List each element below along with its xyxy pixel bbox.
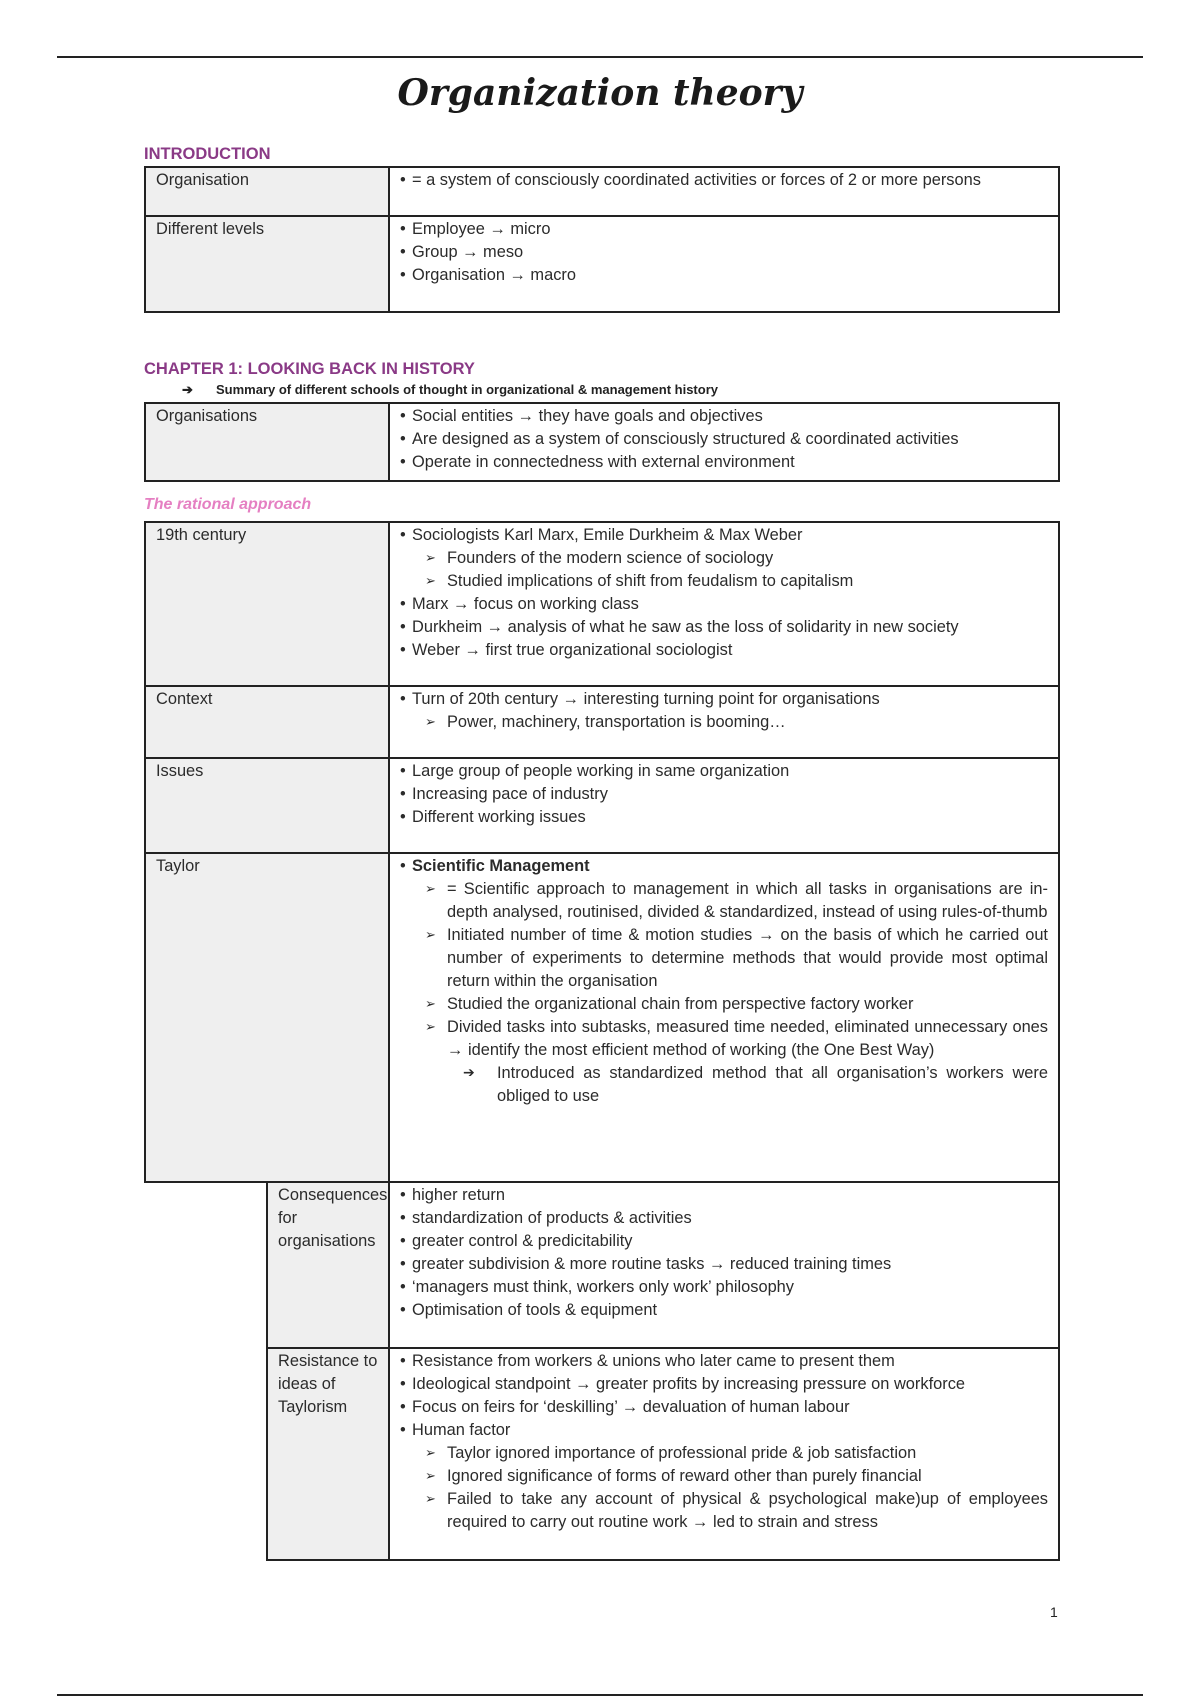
table-row xyxy=(145,758,1059,853)
row-label: Context xyxy=(145,686,389,758)
section-title: The rational approach xyxy=(144,496,312,513)
list-item: • greater subdivision & more routine tasks → reduced training times xyxy=(400,1253,1048,1276)
sub-item: ➢ = Scientific approach to management in which all tasks in organisations are in-depth analysed, routinised, divided & standardized, instead of using rules-of-thumb xyxy=(424,878,1048,924)
table-row xyxy=(145,167,1059,216)
top-rule xyxy=(57,56,1143,58)
list-item xyxy=(400,524,1048,593)
sub-item: ➢ Taylor ignored importance of professional pride & job satisfaction xyxy=(424,1442,1048,1465)
row-label: Resistance to ideas of Taylorism xyxy=(267,1348,389,1560)
list-item: • Operate in connectedness with external environment xyxy=(400,451,1048,474)
row-content xyxy=(389,686,1059,758)
list-item: • Group → meso xyxy=(400,241,1048,264)
row-content xyxy=(389,522,1059,686)
row-label: Organisation xyxy=(145,167,389,216)
introduction-heading: INTRODUCTION xyxy=(144,145,271,163)
list-item: • Marx → focus on working class xyxy=(400,593,1048,616)
list-item: • standardization of products & activities xyxy=(400,1207,1048,1230)
list-item: • higher return xyxy=(400,1184,1048,1207)
subheading-text: Summary of different schools of thought in organizational & management history xyxy=(216,382,718,397)
sub-item: ➢ Studied the organizational chain from perspective factory worker xyxy=(424,993,1048,1016)
sub-item-text: Divided tasks into subtasks, measured time needed, eliminated unnecessary ones → identify the most efficient method of working (the One Best Way) xyxy=(447,1018,1048,1059)
list-item: • Resistance from workers & unions who later came to present them xyxy=(400,1350,1048,1373)
arrow-item: ➔ Introduced as standardized method that all organisation’s workers were obliged to use xyxy=(459,1062,1048,1108)
list-item: • Large group of people working in same organization xyxy=(400,760,1048,783)
table-row xyxy=(145,1348,1059,1560)
list-item: • Different working issues xyxy=(400,806,1048,829)
row-content xyxy=(389,1182,1059,1348)
list-item: • Increasing pace of industry xyxy=(400,783,1048,806)
table-row xyxy=(145,853,1059,1182)
table-row xyxy=(145,1182,1059,1348)
bottom-rule xyxy=(57,1694,1143,1696)
organisations-table xyxy=(144,402,1060,482)
table-row xyxy=(145,686,1059,758)
row-label: Different levels xyxy=(145,216,389,312)
list-item: • Are designed as a system of consciously structured & coordinated activities xyxy=(400,428,1048,451)
list-item-text: Turn of 20th century → interesting turning point for organisations xyxy=(412,690,880,708)
row-label: Issues xyxy=(145,758,389,853)
list-item: • Weber → first true organizational sociologist xyxy=(400,639,1048,662)
list-item: • Ideological standpoint → greater profits by increasing pressure on workforce xyxy=(400,1373,1048,1396)
sub-item: ➢ Initiated number of time & motion studies → on the basis of which he carried out number of experiments to determine methods that would provide most optimal return within the organisation xyxy=(424,924,1048,993)
list-item: • ‘managers must think, workers only work’ philosophy xyxy=(400,1276,1048,1299)
page-number: 1 xyxy=(1050,1604,1058,1620)
sub-item: ➢ Founders of the modern science of sociology xyxy=(424,547,1048,570)
list-item: • Durkheim → analysis of what he saw as the loss of solidarity in new society xyxy=(400,616,1048,639)
row-content xyxy=(389,403,1059,481)
row-label: Organisations xyxy=(145,403,389,481)
row-content xyxy=(389,216,1059,312)
list-item-text: Sociologists Karl Marx, Emile Durkheim & Max Weber xyxy=(412,526,803,544)
introduction-table xyxy=(144,166,1060,313)
list-item: • Employee → micro xyxy=(400,218,1048,241)
list-item xyxy=(400,855,1048,1108)
chapter-heading: CHAPTER 1: LOOKING BACK IN HISTORY xyxy=(144,360,475,378)
row-content xyxy=(389,758,1059,853)
indent-spacer xyxy=(145,1182,267,1348)
rational-approach-table xyxy=(144,521,1060,1561)
row-label: Consequences for organisations xyxy=(267,1182,389,1348)
list-item: • Focus on feirs for ‘deskilling’ → devaluation of human labour xyxy=(400,1396,1048,1419)
row-content xyxy=(389,167,1059,216)
table-row xyxy=(145,522,1059,686)
indent-spacer xyxy=(145,1348,267,1560)
row-content xyxy=(389,1348,1059,1560)
sub-item: ➢ Power, machinery, transportation is booming… xyxy=(424,711,1048,734)
sub-item: ➢ Ignored significance of forms of reward other than purely financial xyxy=(424,1465,1048,1488)
page-title: Organization theory xyxy=(397,72,803,114)
chapter-subheading xyxy=(182,382,718,398)
sub-item: ➢ Studied implications of shift from feudalism to capitalism xyxy=(424,570,1048,593)
list-item-heading: Scientific Management xyxy=(412,857,590,875)
list-item xyxy=(400,1419,1048,1534)
row-content xyxy=(389,853,1059,1182)
arrow-icon: ➔ xyxy=(182,382,193,397)
list-item: • = a system of consciously coordinated activities or forces of 2 or more persons xyxy=(400,169,1048,192)
row-label: Taylor xyxy=(145,853,389,1182)
row-label: 19th century xyxy=(145,522,389,686)
list-item: • Optimisation of tools & equipment xyxy=(400,1299,1048,1322)
table-row xyxy=(145,216,1059,312)
list-item: • Organisation → macro xyxy=(400,264,1048,287)
sub-item: ➢ Failed to take any account of physical & psychological make)up of employees required to carry out routine work → led to strain and stress xyxy=(424,1488,1048,1534)
list-item-text: Human factor xyxy=(412,1421,511,1439)
list-item: • greater control & predicitability xyxy=(400,1230,1048,1253)
list-item xyxy=(400,688,1048,734)
sub-item xyxy=(424,1016,1048,1108)
table-row xyxy=(145,403,1059,481)
list-item: • Social entities → they have goals and objectives xyxy=(400,405,1048,428)
